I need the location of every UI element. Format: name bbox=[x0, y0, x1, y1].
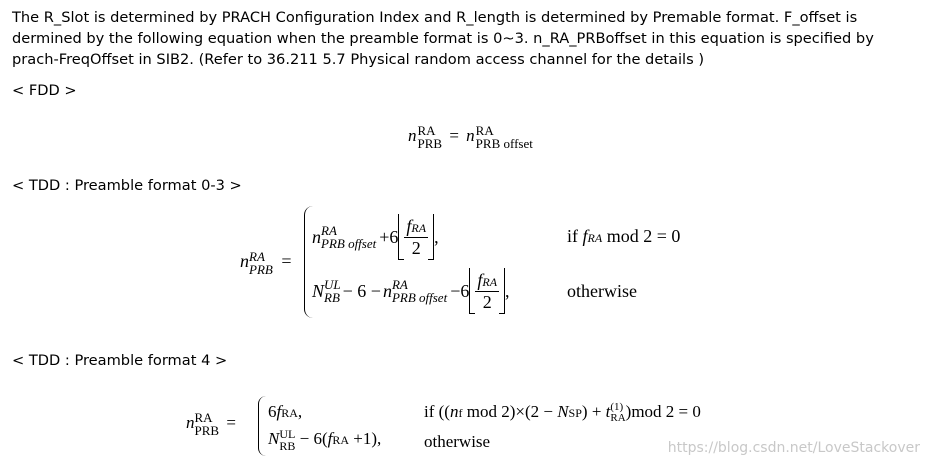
equation-fdd: n RA PRB = n RA PRB offset bbox=[408, 123, 533, 151]
intro-paragraph: The R_Slot is determined by PRACH Configuration Index and R_length is determined by Premable format. F_offset is dermined by the following equation when the preamble format is 0~3. n_RA_PRBoffset in this equation is specified by prach-FreqOffset in SIB2. (Refer to 36.211 5.7 Physical random access channel for the details ) bbox=[12, 9, 874, 68]
section-tdd4-heading: < TDD : Preamble format 4 > bbox=[12, 352, 228, 369]
left-brace-2 bbox=[258, 396, 266, 456]
section-fdd-heading: < FDD > bbox=[12, 82, 77, 99]
equation-tdd4: n RA PRB = 6fRA, if ((nf mod 2)×(2 − NSP) + t (1) RA )mod 2 = 0 N UL RB − 6(fRA +1), otherwise bbox=[0, 0, 930, 464]
watermark-url: https://blog.csdn.net/LoveStackover bbox=[667, 440, 920, 456]
section-tdd03-heading: < TDD : Preamble format 0-3 > bbox=[12, 177, 242, 194]
equation-tdd03: n RA PRB = n RA PRB offset +6 $\frac{\text{fRA}}{2}$ , if fRA mod 2 = 0 N UL RB − 6 − n RA PRB offset −6 $\frac{\text{fRA}}{2}$ , otherwise bbox=[0, 0, 930, 464]
